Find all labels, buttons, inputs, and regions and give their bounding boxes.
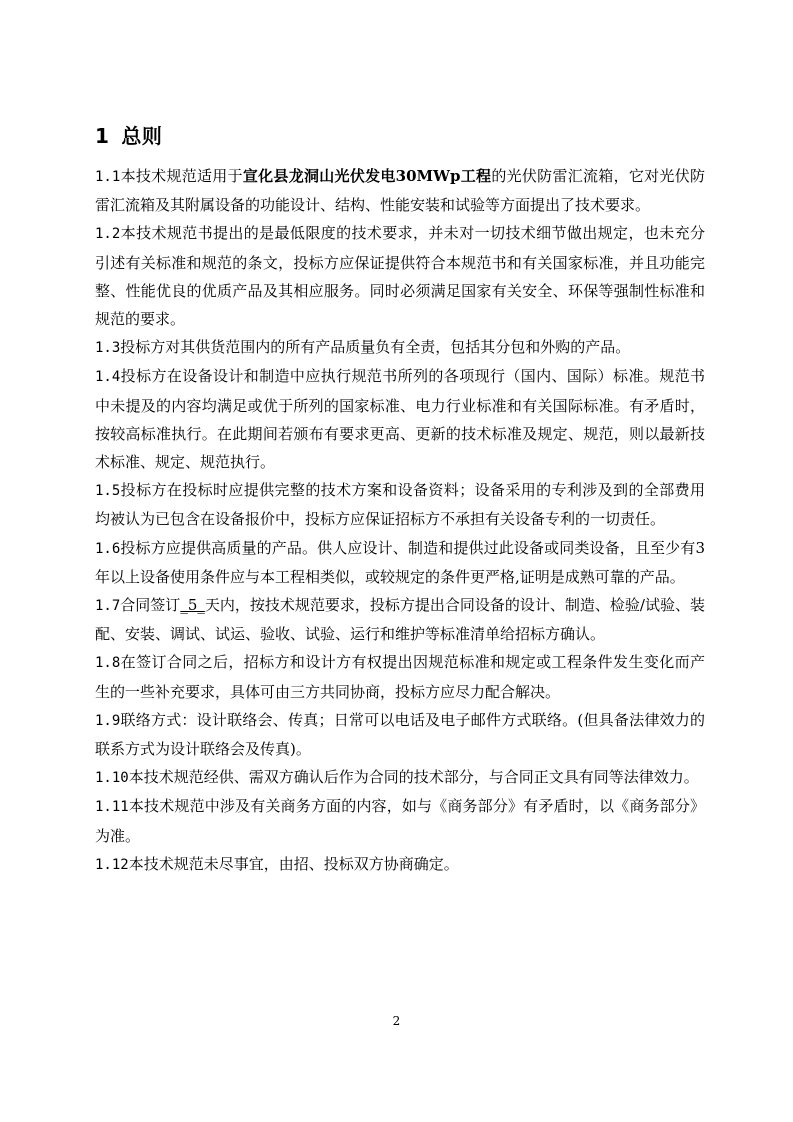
clause-1-2	[95, 219, 705, 333]
section-body	[95, 162, 705, 879]
clause-number: 1.2	[95, 226, 121, 243]
clause-number: 1.5	[95, 483, 121, 500]
clause-1-7	[95, 591, 705, 648]
clause-text: 本技术规范书提出的是最低限度的技术要求，并未对一切技术细节做出规定，也未充分引述有关标准和规范的条文，投标方应保证提供符合本规范书和有关国家标准，并且功能完整、性能优良的优质产品及其相应服务。同时必须满足国家有关安全、环保等强制性标准和规范的要求。	[95, 224, 705, 329]
clause-text: 投标方在设备设计和制造中应执行规范书所列的各项现行（国内、国际）标准。规范书中未提及的内容均满足或优于所列的国家标准、电力行业标准和有关国际标准。有矛盾时，按较高标准执行。在此期间若颁布有要求更高、更新的技术标准及规定、规范，则以最新技术标准、规定、规范执行。	[95, 367, 705, 472]
clause-number: 1.8	[95, 655, 121, 672]
clause-1-10	[95, 763, 705, 792]
clause-1-8	[95, 648, 705, 705]
clause-number: 1.9	[95, 712, 121, 729]
clause-number: 1.1	[95, 169, 121, 185]
clause-1-1	[95, 162, 705, 219]
clause-1-6	[95, 534, 705, 591]
clause-1-4	[95, 362, 705, 476]
clause-1-3	[95, 333, 705, 362]
clause-text: 的光伏防雷汇流箱，它对光伏防雷汇流箱及其附属设备的功能设计、结构、性能安装和试验等方面提出了技术要求。	[95, 167, 705, 215]
clause-text: 在签订合同之后，招标方和设计方有权提出因规范标准和规定或工程条件发生变化而产生的一些补充要求，具体可由三方共同协商，投标方应尽力配合解决。	[95, 653, 705, 701]
clause-1-5	[95, 476, 705, 533]
clause-text: 本技术规范未尽事宜，由招、投标双方协商确定。	[128, 854, 459, 873]
clause-text: 投标方在投标时应提供完整的技术方案和设备资料；设备采用的专利涉及到的全部费用均被认为已包含在设备报价中，投标方应保证招标方不承担有关设备专利的一切责任。	[95, 481, 705, 529]
section-title: 总则	[121, 124, 163, 148]
clause-1-12	[95, 850, 705, 879]
clause-number: 1.11	[95, 799, 129, 816]
clause-text: 天内，按技术规范要求，投标方提出合同设备的设计、制造、检验/试验、装配、安装、调试、试运、验收、试验、运行和维护等标准清单给招标方确认。	[95, 596, 705, 644]
clause-number: 1.3	[95, 340, 121, 357]
clause-number: 1.12	[95, 856, 129, 873]
section-heading	[95, 120, 162, 149]
clause-number: 1.4	[95, 369, 121, 386]
clause-number: 1.7	[95, 598, 121, 615]
clause-1-9	[95, 706, 705, 763]
clause-text: 投标方应提供高质量的产品。供人应设计、制造和提供过此设备或同类设备，且至少有3年以上设备使用条件应与本工程相类似，或较规定的条件更严格,证明是成熟可靠的产品。	[95, 538, 705, 586]
clause-text: 联络方式：设计联络会、传真；日常可以电话及电子邮件方式联络。(但具备法律效力的联系方式为设计联络会及传真)。	[95, 710, 705, 759]
days-value: _5_	[180, 596, 205, 615]
clause-number: 1.10	[95, 770, 129, 787]
clause-text: 本技术规范中涉及有关商务方面的内容，如与《商务部分》有矛盾时，以《商务部分》为准。	[95, 797, 705, 845]
clause-text: 合同签订	[120, 596, 181, 615]
clause-number: 1.6	[95, 540, 121, 557]
clause-text: 本技术规范适用于	[120, 167, 243, 185]
page-number: 2	[392, 1014, 401, 1028]
clause-text: 投标方对其供货范围内的所有产品质量负有全责，包括其分包和外购的产品。	[120, 338, 631, 357]
clause-1-11	[95, 792, 705, 849]
clause-text: 本技术规范经供、需双方确认后作为合同的技术部分，与合同正文具有同等法律效力。	[128, 768, 699, 787]
project-name: 宣化县龙洞山光伏发电30MWp工程	[242, 167, 492, 185]
section-number: 1	[95, 124, 110, 148]
